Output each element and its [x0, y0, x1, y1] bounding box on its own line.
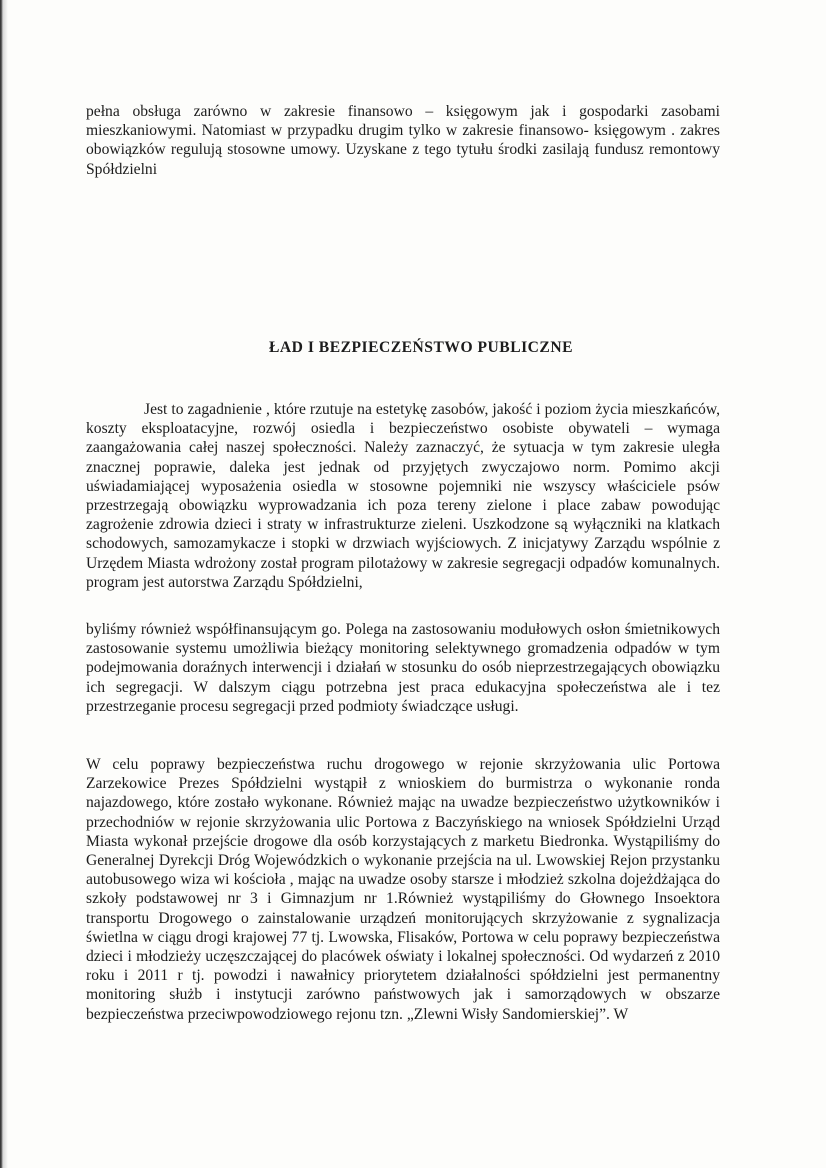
paragraph-block-3	[86, 755, 720, 1024]
body-paragraph: byliśmy również współfinansującym go. Polega na zastosowaniu modułowych osłon śmietnikowych zastosowanie systemu umożliwia bieżący monitoring selektywnego gromadzenia odpadów w tym podejmowania doraźnych interwencji i działań w stosunku do osób nieprzestrzegających obowiązku ich segregacji. W dalszym ciągu potrzebna jest praca edukacyjna społeczeństwa ale i tez przestrzeganie procesu segregacji przed podmioty świadczące usługi.	[86, 621, 720, 715]
section-title: ŁAD I BEZPIECZEŃSTWO PUBLICZNE	[269, 339, 573, 356]
body-paragraph: Jest to zagadnienie , które rzutuje na estetykę zasobów, jakość i poziom życia mieszkańców, koszty eksploatacyjne, rozwój osiedla i bezpieczeństwo osobiste obywateli – wymaga zaangażowania całej naszej społeczności. Należy zaznaczyć, że sytuacja w tym zakresie uległa znacznej poprawie, daleka jest jednak od przyjętych zwyczajowo norm. Pomimo akcji uświadamiającej wyposażenia osiedla w stosowne pojemniki nie wszyscy właściciele psów przestrzegają obowiązku wyprowadzania ich poza tereny zielone i place zabaw powodując zagrożenie zdrowia dzieci i straty w infrastrukturze zieleni. Uszkodzone są wyłączniki na klatkach schodowych, samozamykacze i stopki w drzwiach wyjściowych. Z inicjatywy Zarządu wspólnie z Urzędem Miasta wdrożony został program pilotażowy w zakresie segregacji odpadów komunalnych. program jest autorstwa Zarządu Spółdzielni,	[86, 401, 720, 591]
body-paragraph: W celu poprawy bezpieczeństwa ruchu drogowego w rejonie skrzyżowania ulic Portowa Zarzekowice Prezes Spółdzielni wystąpił z wnioskiem do burmistrza o wykonanie ronda najazdowego, które zostało wykonane. Również mając na uwadze bezpieczeństwo użytkowników i przechodniów w rejonie skrzyżowania ulic Portowa z Baczyńskiego na wniosek Spółdzielni Urząd Miasta wykonał przejście drogowe dla osób korzystających z marketu Biedronka. Wystąpiliśmy do Generalnej Dyrekcji Dróg Wojewódzkich o wykonanie przejścia na ul. Lwowskiej Rejon przystanku autobusowego wiza wi kościoła , mając na uwadze osoby starsze i młodzież szkolna dojeżdżająca do szkoły podstawowej nr 3 i Gimnazjum nr 1.Również wystąpiliśmy do Głownego Insoektora transportu Drogowego o zainstalowanie urządzeń monitorujących skrzyżowanie z sygnalizacja świetlna w ciągu drogi krajowej 77 tj. Lwowska, Flisaków, Portowa w celu poprawy bezpieczeństwa dzieci i młodzieży uczęszczającej do placówek oświaty i lokalnej społeczności. Od wydarzeń z 2010 roku i 2011 r tj. powodzi i nawałnicy priorytetem działalności spółdzielni jest permanentny monitoring służb i instytucji zarówno państwowych jak i samorządowych w obszarze bezpieczeństwa przeciwpowodziowego rejonu tzn. „Zlewni Wisły Sandomierskiej”. W	[86, 756, 720, 1023]
intro-paragraph: pełna obsługa zarówno w zakresie finansowo – księgowym jak i gospodarki zasobami mieszkaniowymi. Natomiast w przypadku drugim tylko w zakresie finansowo- księgowym . zakres obowiązków regulują stosowne umowy. Uzyskane z tego tytułu środki zasilają fundusz remontowy Spółdzielni	[86, 103, 720, 178]
intro-paragraph-block	[86, 102, 720, 179]
paragraph-block-1	[86, 400, 720, 592]
scan-edge	[0, 0, 8, 1168]
paragraph-block-2	[86, 620, 720, 716]
